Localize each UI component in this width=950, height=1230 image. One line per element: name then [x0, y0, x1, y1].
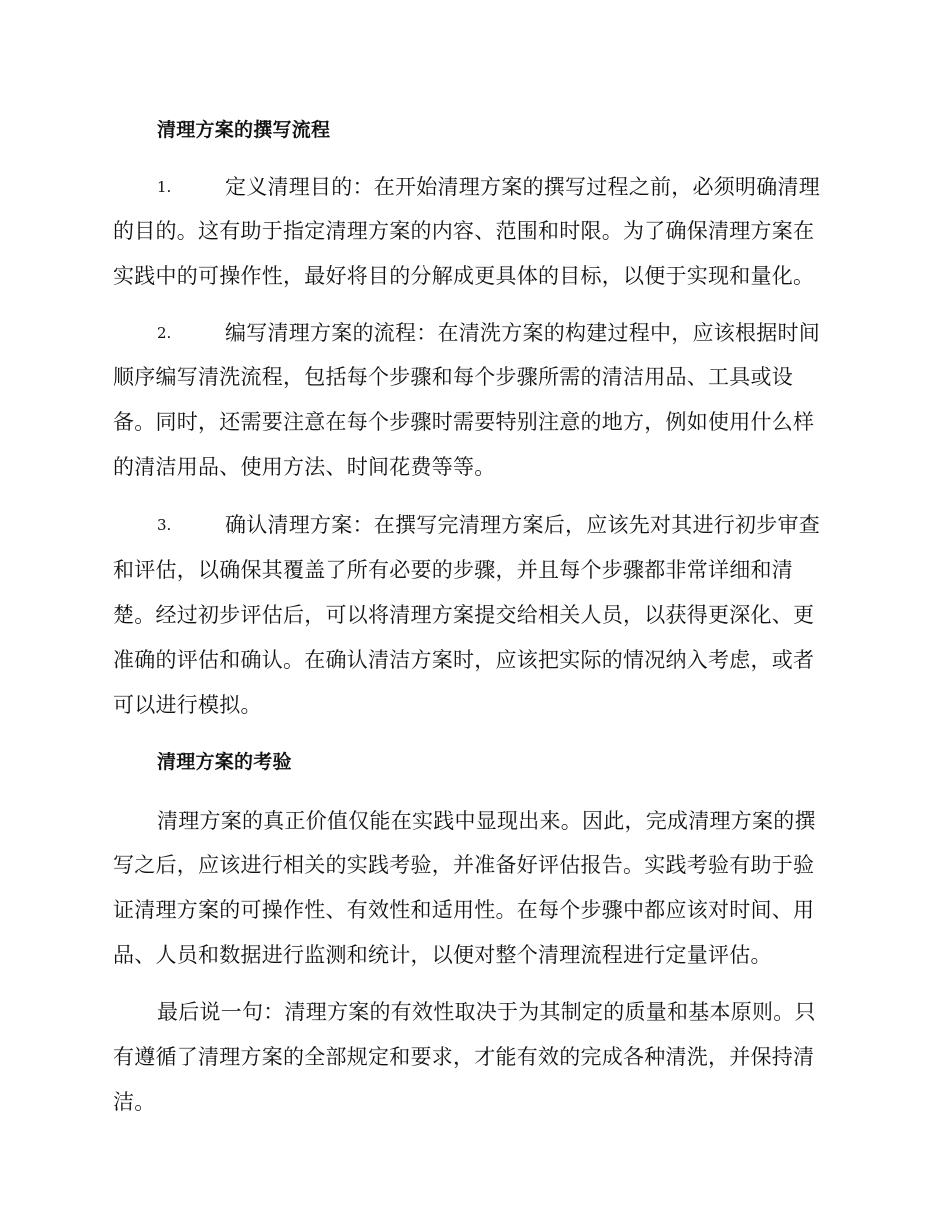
- list-item-line: 楚。经过初步评估后，可以将清理方案提交给相关人员，以获得更深化、更: [113, 603, 815, 627]
- list-item-line: 可以进行模拟。: [113, 693, 262, 717]
- paragraph-line: 证清理方案的可操作性、有效性和适用性。在每个步骤中都应该对时间、用: [113, 898, 815, 922]
- paragraph-line: 写之后，应该进行相关的实践考验，并准备好评估报告。实践考验有助于验: [113, 853, 815, 877]
- paragraph-line: 清理方案的真正价值仅能在实践中显现出来。因此，完成清理方案的撰: [157, 809, 816, 833]
- list-item-line: 备。同时，还需要注意在每个步骤时需要特别注意的地方，例如使用什么样: [113, 410, 815, 434]
- section-heading: 清理方案的撰写流程: [157, 119, 331, 141]
- list-item-line: 编写清理方案的流程：在清洗方案的构建过程中，应该根据时间: [225, 321, 820, 345]
- paragraph-line: 品、人员和数据进行监测和统计，以便对整个清理流程进行定量评估。: [113, 943, 772, 967]
- list-number: 3.: [157, 516, 172, 534]
- paragraph-line: 洁。: [113, 1090, 156, 1114]
- list-item-line: 顺序编写清洗流程，包括每个步骤和每个步骤所需的清洁用品、工具或设: [113, 365, 793, 389]
- list-item-line: 实践中的可操作性，最好将目的分解成更具体的目标，以便于实现和量化。: [113, 264, 815, 288]
- paragraph-line: 最后说一句：清理方案的有效性取决于为其制定的质量和基本原则。只: [157, 1000, 816, 1024]
- section-heading: 清理方案的考验: [157, 751, 292, 773]
- list-number: 1.: [157, 178, 172, 196]
- list-number: 2.: [157, 324, 172, 342]
- list-item-line: 和评估，以确保其覆盖了所有必要的步骤，并且每个步骤都非常详细和清: [113, 558, 793, 582]
- list-item-line: 准确的评估和确认。在确认清洁方案时，应该把实际的情况纳入考虑，或者: [113, 648, 815, 672]
- list-item-line: 确认清理方案：在撰写完清理方案后，应该先对其进行初步审查: [225, 513, 820, 537]
- list-item-line: 定义清理目的：在开始清理方案的撰写过程之前，必须明确清理: [225, 175, 820, 199]
- list-item-line: 的目的。这有助于指定清理方案的内容、范围和时限。为了确保清理方案在: [113, 219, 815, 243]
- list-item-line: 的清洁用品、使用方法、时间花费等等。: [113, 455, 496, 479]
- paragraph-line: 有遵循了清理方案的全部规定和要求，才能有效的完成各种清洗，并保持清: [113, 1045, 815, 1069]
